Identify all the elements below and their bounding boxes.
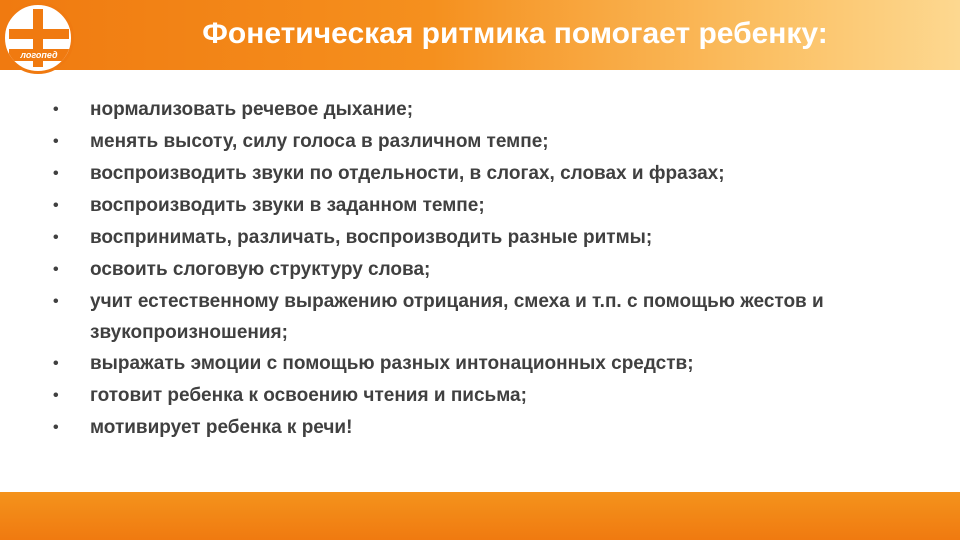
bullet-icon: • (53, 197, 59, 214)
list-item (50, 222, 930, 254)
list-item-text: мотивирует ребенка к речи! (90, 417, 353, 438)
bullet-icon: • (53, 101, 59, 118)
slide-title: Фонетическая ритмика помогает ребенку: (202, 17, 828, 50)
list-item-text: воспринимать, различать, воспроизводить разные ритмы; (90, 227, 653, 248)
list-item-text: выражать эмоции с помощью разных интонационных средств; (90, 353, 694, 374)
bullet-icon: • (53, 387, 59, 404)
list-item (50, 190, 930, 222)
bullet-icon: • (53, 419, 59, 436)
list-item (50, 412, 930, 444)
bullet-icon: • (53, 293, 59, 310)
list-item-text: освоить слоговую структуру слова; (90, 259, 431, 280)
header-bar (0, 0, 960, 70)
list-item-text: учит естественному выражению отрицания, смеха и т.п. с помощью жестов и звукопроизношения; (90, 291, 824, 343)
footer-bar (0, 492, 960, 540)
list-item-text: воспроизводить звуки по отдельности, в слогах, словах и фразах; (90, 163, 725, 184)
list-item-text: нормализовать речевое дыхание; (90, 99, 414, 120)
bullet-icon: • (53, 165, 59, 182)
list-item (50, 158, 930, 190)
bullet-icon: • (53, 261, 59, 278)
bullet-list (50, 94, 930, 444)
list-item (50, 94, 930, 126)
bullet-icon: • (53, 229, 59, 246)
bullet-icon: • (53, 133, 59, 150)
list-item (50, 126, 930, 158)
list-item-text: менять высоту, силу голоса в различном темпе; (90, 131, 549, 152)
list-item (50, 380, 930, 412)
logo-cross-horizontal (9, 29, 69, 39)
bullet-icon: • (53, 355, 59, 372)
logo-text: логопед (9, 49, 69, 61)
list-item-text: готовит ребенка к освоению чтения и письма; (90, 385, 527, 406)
logo (2, 2, 74, 74)
list-item (50, 254, 930, 286)
list-item (50, 286, 930, 348)
list-item (50, 348, 930, 380)
list-item-text: воспроизводить звуки в заданном темпе; (90, 195, 485, 216)
